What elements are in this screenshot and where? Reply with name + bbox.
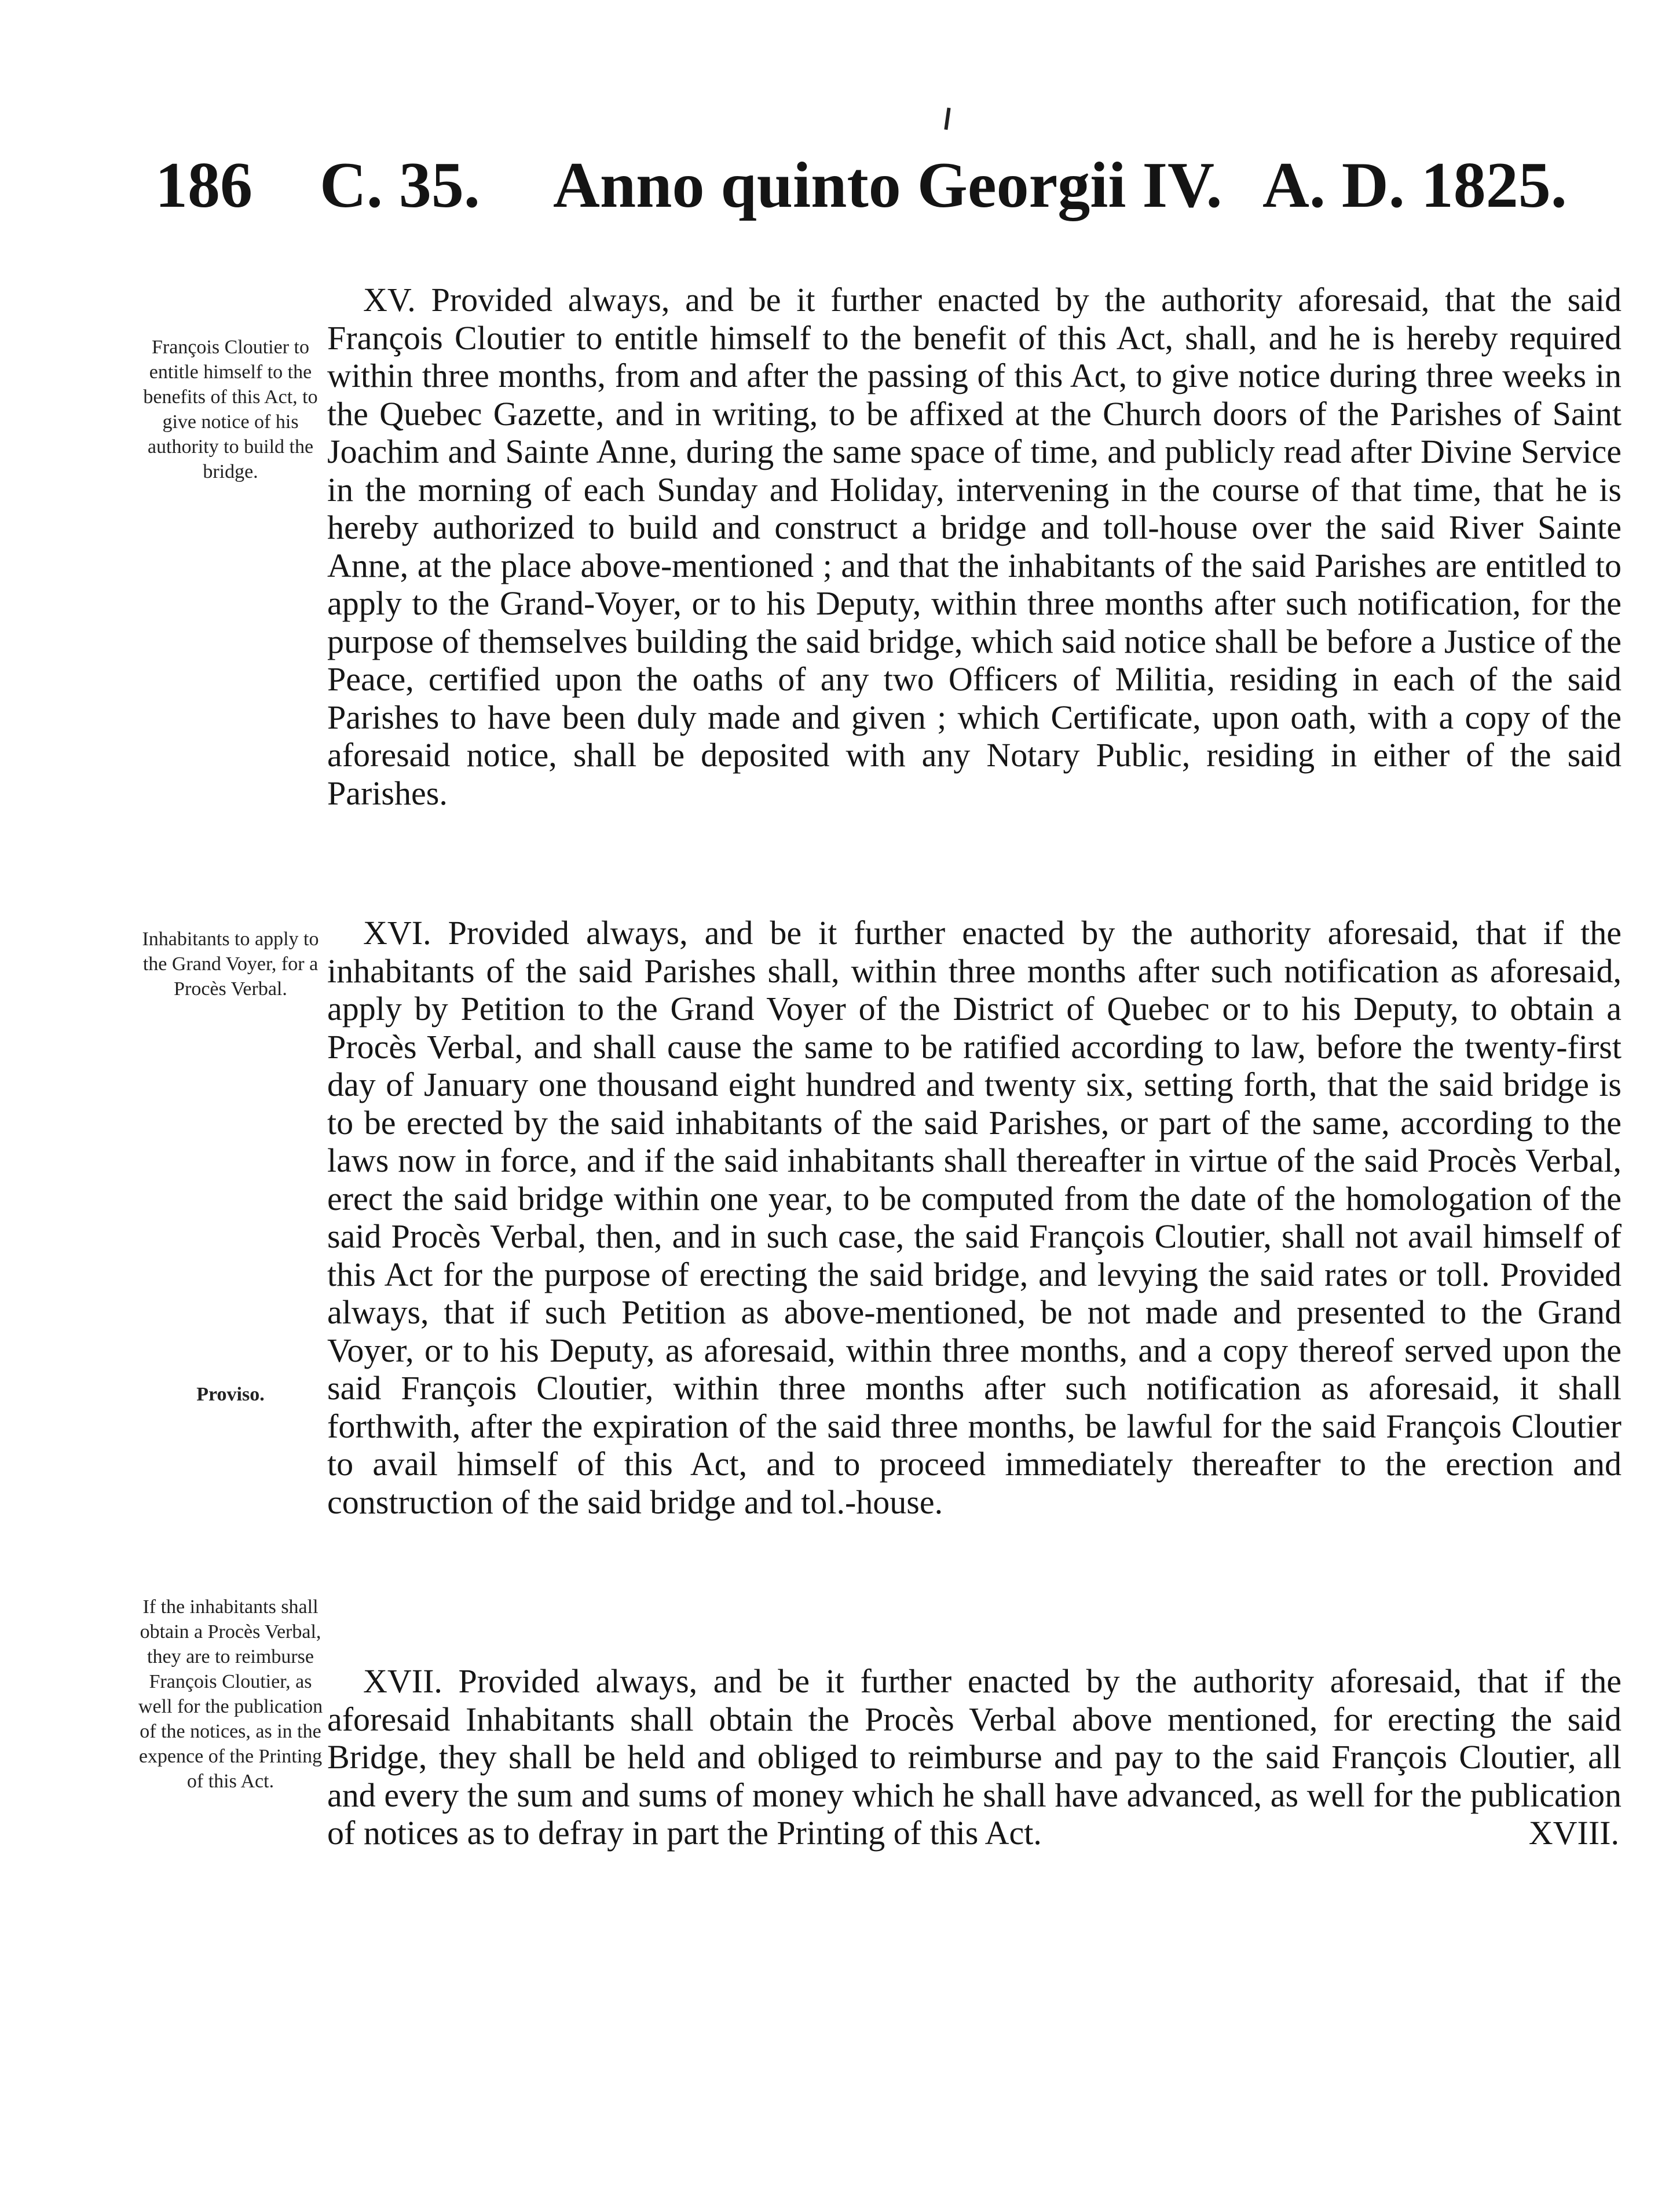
margin-note: Proviso. xyxy=(196,1384,265,1405)
section-text: Provided always, and be it further enacted by the authority aforesaid, that if the inhabitants of the said Parishes shall, within three months after such notification as aforesaid, apply by Petition to the Grand Voyer of the District of Quebec or to his Deputy, to obtain a Procès Verbal, and shall cause the same to be ratified according to law, before the twenty-first day of January one thousand eight hundred and twenty six, setting forth, that the said bridge is to be erected by the said inhabitants of the said Parishes, or part of the same, according to the laws now in force, and if the said inhabitants shall thereafter in virtue of the said Procès Verbal, erect the said bridge within one year, to be computed from the date of the homologation of the said Procès Verbal, then, and in such case, the said François Cloutier, shall not avail himself of this Act for the purpose of erecting the said bridge, and levying the said rates or toll. Provided always, that if such Petition as above-mentioned, be not made and presented to the Grand Voyer, or to his Deputy, as aforesaid, within three months, and a copy thereof served upon the said François Cloutier, within three months after such notification as aforesaid, it shall forthwith, after the expiration of the said three months, be lawful for the said François Cloutier to avail himself of this Act, and to proceed immediately thereafter to the erection and construction of the said bridge and tol.-house. xyxy=(327,914,1622,1521)
section-xvi xyxy=(327,914,1622,1521)
running-title: Anno quinto Georgii IV. xyxy=(553,149,1223,221)
section-number: XVII. xyxy=(363,1662,442,1700)
section-xvii xyxy=(327,1662,1622,1852)
section-text: Provided always, and be it further enacted by the authority aforesaid, that if the aforesaid Inhabitants shall obtain the Procès Verbal above mentioned, for erecting the said Bridge, they shall be held and obliged to reimburse and pay to the said François Cloutier, all and every the sum and sums of money which he shall have advanced, as well for the publication of notices as to defray in part the Printing of this Act. xyxy=(327,1662,1622,1852)
section-text: Provided always, and be it further enacted by the authority aforesaid, that the said François Cloutier to entitle himself to the benefit of this Act, shall, and he is hereby required within three months, from and after the passing of this Act, to give notice during three weeks in the Quebec Gazette, and in writing, to be affixed at the Church doors of the Parishes of Saint Joachim and Sainte Anne, during the same space of time, and publicly read after Divine Service in the morning of each Sunday and Holiday, intervening in the course of that time, that he is hereby authorized to build and construct a bridge and toll-house over the said River Sainte Anne, at the place above-mentioned ; and that the inhabitants of the said Parishes are entitled to apply to the Grand-Voyer, or to his Deputy, within three months after such notification, for the purpose of themselves building the said bridge, which said notice shall be before a Justice of the Peace, certified upon the oaths of any two Officers of Militia, residing in each of the said Parishes to have been duly made and given ; which Certificate, upon oath, with a copy of the aforesaid notice, shall be deposited with any Notary Public, residing in either of the said Parishes. xyxy=(327,281,1622,812)
section-xv xyxy=(327,281,1622,812)
page-number: 186 xyxy=(155,149,252,221)
margin-note: If the inhabitants shall obtain a Procès Verbal, they are to reimburse François Cloutier, as well for the publication of the notices, as in the expence of the Printing of this Act. xyxy=(138,1596,323,1792)
printer-mark xyxy=(944,108,950,130)
catchword: XVIII. xyxy=(1528,1814,1619,1852)
section-number: XV. xyxy=(363,281,416,319)
section-number: XVI. xyxy=(363,914,431,952)
chapter-number: C. 35. xyxy=(320,149,480,221)
margin-note: François Cloutier to entitle himself to the benefits of this Act, to give notice of his authority to build the bridge. xyxy=(143,337,318,482)
margin-note: Inhabitants to apply to the Grand Voyer, for a Procès Verbal. xyxy=(142,928,319,1000)
year: A. D. 1825. xyxy=(1262,149,1567,221)
